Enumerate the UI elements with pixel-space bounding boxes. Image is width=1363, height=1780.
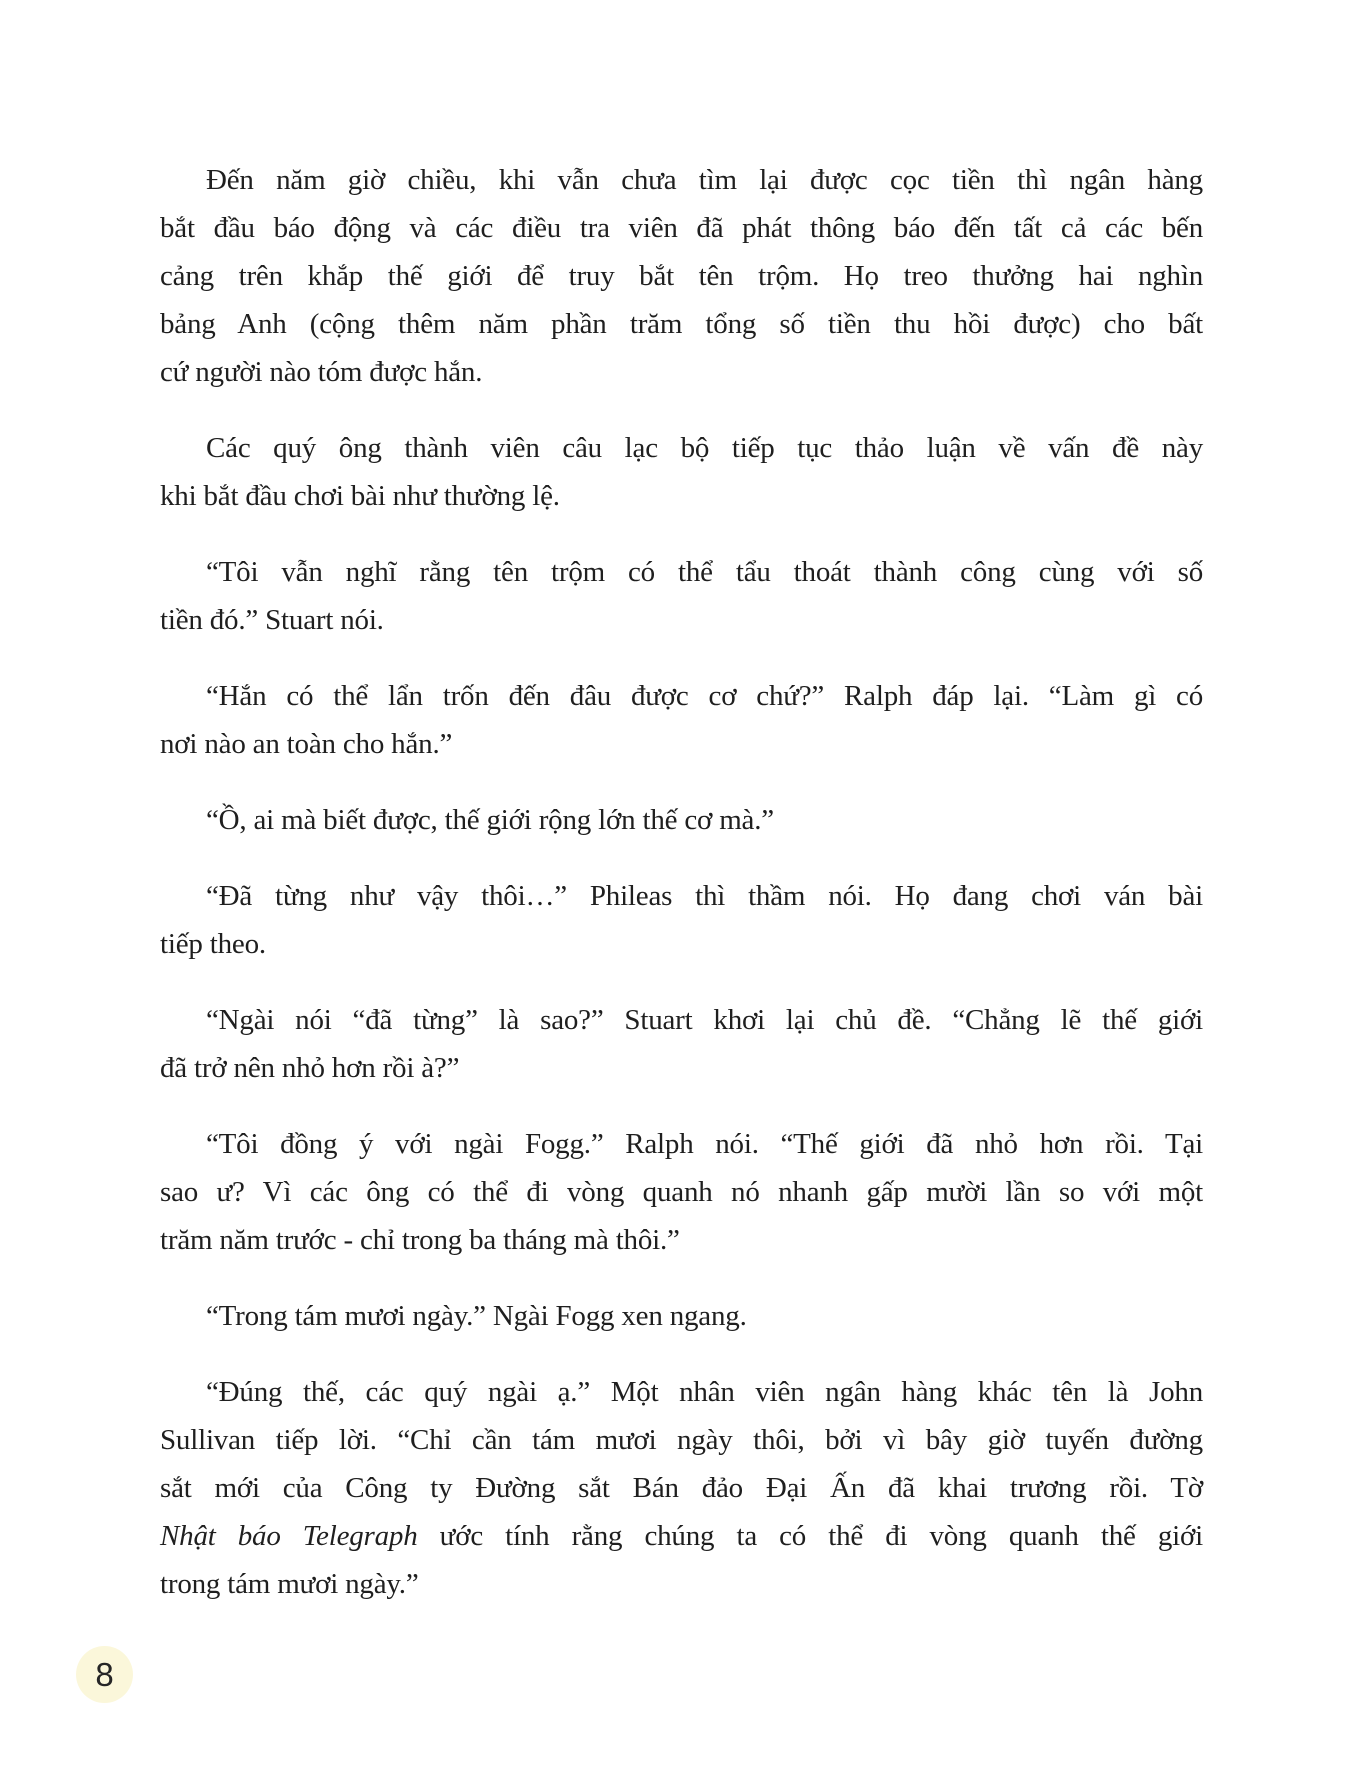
text-line [160,672,1203,720]
text-run: “Trong tám mươi ngày.” Ngài Fogg xen ngang. [206,1300,747,1332]
text-run: đã trở nên nhỏ hơn rồi à?” [160,1052,460,1084]
text-run: “Tôi vẫn nghĩ rằng tên trộm có thể tẩu thoát thành công cùng với số [206,556,1203,588]
text-run: khi bắt đầu chơi bài như thường lệ. [160,480,560,512]
text-line [160,1416,1203,1464]
text-run: bắt đầu báo động và các điều tra viên đã phát thông báo đến tất cả các bến [160,212,1203,244]
text-line [160,1292,1203,1340]
text-line [160,596,1203,644]
text-line [160,1044,1203,1092]
text-run: “Tôi đồng ý với ngài Fogg.” Ralph nói. “Thế giới đã nhỏ hơn rồi. Tại [206,1128,1203,1160]
text-run: Các quý ông thành viên câu lạc bộ tiếp tục thảo luận về vấn đề này [206,432,1203,464]
text-line [160,204,1203,252]
text-run: sắt mới của Công ty Đường sắt Bán đảo Đại Ấn đã khai trương rồi. Tờ [160,1472,1203,1504]
paragraph [160,424,1203,520]
text-line [160,1464,1203,1512]
text-run: bảng Anh (cộng thêm năm phần trăm tổng số tiền thu hồi được) cho bất [160,308,1203,340]
page-number-badge [76,1646,133,1703]
text-run: ước tính rằng chúng ta có thể đi vòng quanh thế giới [417,1520,1203,1552]
paragraph [160,872,1203,968]
text-run: cảng trên khắp thế giới để truy bắt tên trộm. Họ treo thưởng hai nghìn [160,260,1203,292]
text-run: Đến năm giờ chiều, khi vẫn chưa tìm lại được cọc tiền thì ngân hàng [206,164,1203,196]
paragraph [160,1292,1203,1340]
text-run: cứ người nào tóm được hắn. [160,356,483,388]
italic-text-run: Nhật báo Telegraph [160,1520,418,1552]
paragraph [160,548,1203,644]
text-line [160,1120,1203,1168]
paragraph [160,672,1203,768]
text-line [160,300,1203,348]
text-run: “Ngài nói “đã từng” là sao?” Stuart khơi lại chủ đề. “Chẳng lẽ thế giới [206,1004,1203,1036]
text-run: Sullivan tiếp lời. “Chỉ cần tám mươi ngày thôi, bởi vì bây giờ tuyến đường [160,1424,1203,1456]
paragraph [160,996,1203,1092]
text-line [160,920,1203,968]
paragraph [160,1368,1203,1608]
text-run: tiền đó.” Stuart nói. [160,604,384,636]
text-run: “Đúng thế, các quý ngài ạ.” Một nhân viên ngân hàng khác tên là John [206,1376,1203,1408]
text-line [160,872,1203,920]
text-line [160,156,1203,204]
text-run: nơi nào an toàn cho hắn.” [160,728,453,760]
text-line [160,996,1203,1044]
text-line [160,720,1203,768]
text-line [160,1216,1203,1264]
text-run: trong tám mươi ngày.” [160,1568,419,1600]
text-line [160,1168,1203,1216]
paragraph [160,1120,1203,1264]
paragraph [160,796,1203,844]
text-line [160,252,1203,300]
text-line [160,472,1203,520]
text-run: “Đã từng như vậy thôi…” Phileas thì thầm nói. Họ đang chơi ván bài [206,880,1203,912]
text-line [160,1512,1203,1560]
text-line [160,424,1203,472]
text-run: “Hắn có thể lẩn trốn đến đâu được cơ chứ?” Ralph đáp lại. “Làm gì có [206,680,1203,712]
text-run: trăm năm trước - chỉ trong ba tháng mà thôi.” [160,1224,680,1256]
text-run: “Ồ, ai mà biết được, thế giới rộng lớn thế cơ mà.” [206,804,774,836]
text-run: sao ư? Vì các ông có thể đi vòng quanh nó nhanh gấp mười lần so với một [160,1176,1203,1208]
text-line [160,548,1203,596]
page-number: 8 [95,1656,114,1693]
text-run: tiếp theo. [160,928,266,960]
page-text [160,156,1203,1636]
text-line [160,1560,1203,1608]
paragraph [160,156,1203,396]
text-line [160,348,1203,396]
text-line [160,796,1203,844]
text-line [160,1368,1203,1416]
